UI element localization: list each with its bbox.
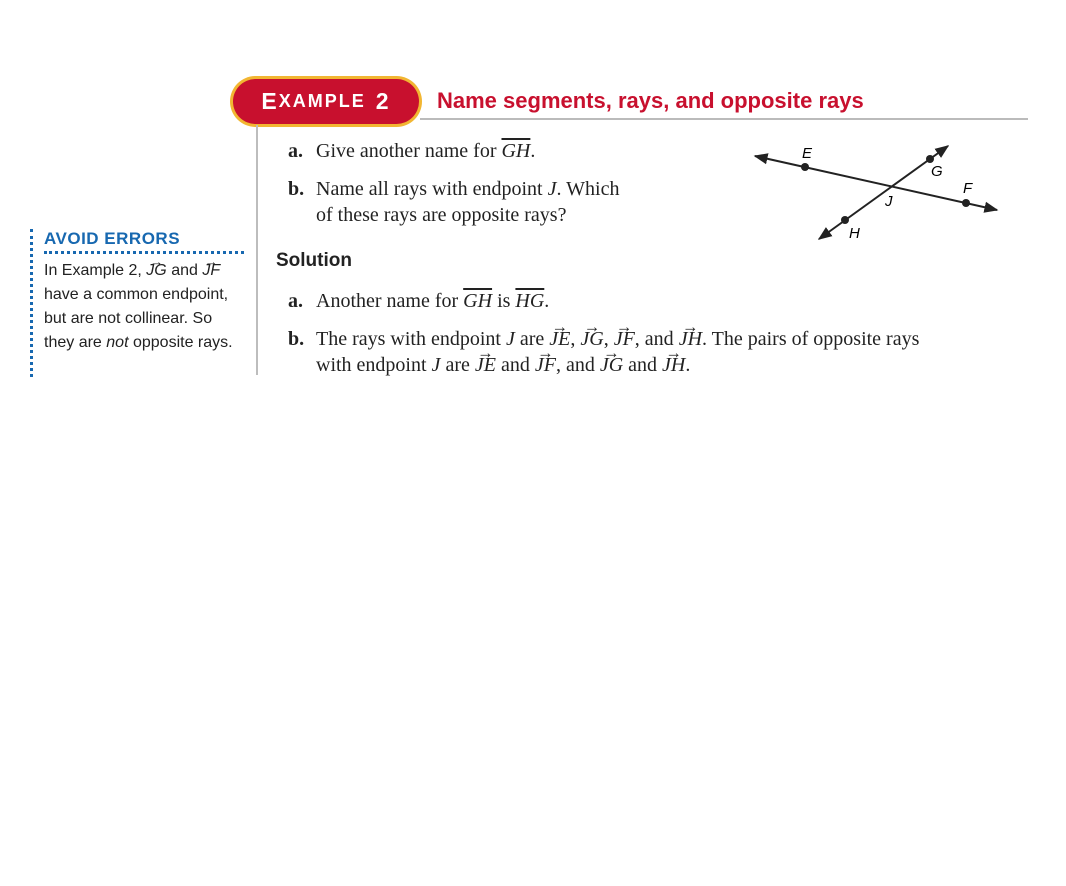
ray-je: → JE (475, 355, 496, 375)
segment-gh: $\overline{GH}$ (463, 290, 493, 312)
punctuation: . (685, 354, 691, 376)
solution-text: and (500, 354, 530, 376)
ray-jh: → JH (662, 355, 685, 375)
label-f: F (963, 180, 973, 197)
solution-text: . The pairs of opposite rays (702, 328, 920, 350)
point-g (926, 155, 934, 163)
question-text: Give another name for (316, 140, 497, 162)
sidebar-text: have a common endpoint, but are not collinear. So they are (44, 286, 229, 351)
point-h (841, 216, 849, 224)
example-title: Name segments, rays, and opposite rays (437, 88, 864, 113)
header-rule (420, 118, 1028, 120)
avoid-errors-sidebar (30, 229, 245, 351)
example-badge (233, 79, 419, 124)
item-label: a. (288, 140, 303, 162)
point-j: J (505, 328, 515, 350)
solution-heading: Solution (276, 250, 352, 271)
sidebar-body (44, 259, 244, 355)
ray-jg: → JG (600, 355, 623, 375)
label-g: G (931, 163, 943, 180)
badge-number: 2 (375, 88, 391, 114)
sidebar-text: and (171, 262, 198, 279)
solution-text: and (628, 354, 658, 376)
sidebar-dotted-border (30, 229, 33, 377)
ray-jg: → JG (580, 329, 603, 349)
ray-jf: → JF (535, 355, 556, 375)
solution-text: with endpoint (316, 354, 427, 376)
ray-jf: → JF (202, 263, 220, 279)
point-j: J (431, 354, 441, 376)
sidebar-text: opposite rays. (132, 334, 233, 351)
label-j: J (885, 193, 893, 210)
punctuation: . (530, 140, 536, 162)
label-h: H (849, 225, 860, 242)
solution-text: The rays with endpoint (316, 328, 501, 350)
punctuation: , (570, 328, 576, 350)
badge-first-letter: E (261, 88, 279, 114)
item-label: a. (288, 290, 303, 312)
label-e: E (802, 145, 813, 162)
ray-jh: → JH (679, 329, 702, 349)
question-text: of these rays are opposite rays? (316, 204, 567, 226)
solution-text: are (519, 328, 545, 350)
question-b (288, 176, 708, 228)
item-label: b. (288, 328, 305, 350)
sidebar-title: AVOID ERRORS (44, 229, 181, 248)
punctuation: , (603, 328, 609, 350)
solution-text: , and (555, 354, 595, 376)
point-f (962, 199, 970, 207)
question-text: Name all rays with endpoint (316, 178, 543, 200)
lines-diagram (745, 140, 1005, 250)
solution-text: are (445, 354, 470, 376)
solution-text: is (497, 290, 511, 312)
solution-text: Another name for (316, 290, 459, 312)
sidebar-emphasis: not (106, 334, 129, 351)
ray-je: → JE (549, 329, 570, 349)
punctuation: . (544, 290, 550, 312)
sidebar-text: In Example 2, (44, 262, 142, 279)
segment-gh: $\overline{GH}$ (501, 140, 531, 162)
point-e (801, 163, 809, 171)
ray-jg: → JG (146, 263, 166, 279)
line-ef (755, 156, 997, 210)
badge-word: XAMPLE (278, 91, 366, 111)
ray-jf: → JF (614, 329, 635, 349)
solution-b (288, 326, 1033, 378)
segment-hg: $\overline{HG}$ (515, 290, 545, 312)
question-text: . Which (556, 178, 620, 200)
question-a (288, 138, 535, 164)
item-label: b. (288, 178, 305, 200)
point-j: J (547, 178, 557, 200)
solution-text: , and (634, 328, 674, 350)
solution-a (288, 288, 549, 314)
section-divider (256, 125, 258, 375)
